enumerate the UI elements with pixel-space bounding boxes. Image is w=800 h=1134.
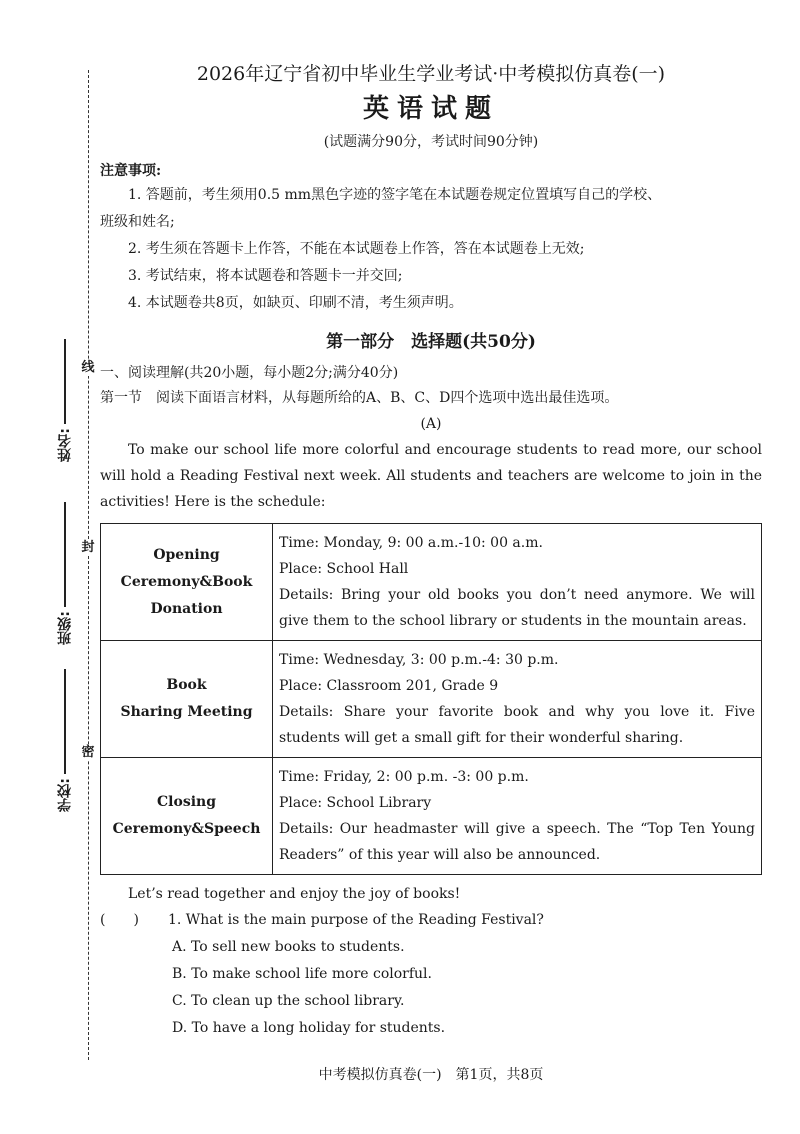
name-label: 姓名: xyxy=(57,428,73,462)
event-name xyxy=(101,524,273,641)
part-title: 第一部分 选择题(共50分) xyxy=(326,332,536,352)
event-name-line: Closing xyxy=(157,794,216,810)
question-1 xyxy=(100,907,762,934)
event-time: Time: Monday, 9: 00 a.m.-10: 00 a.m. xyxy=(279,535,543,551)
exam-page xyxy=(100,60,762,1042)
notice-item: 2. 考生须在答题卡上作答，不能在本试题卷上作答，答在本试题卷上无效; xyxy=(128,241,585,257)
passage-label: (A) xyxy=(420,416,442,432)
binding-mark-mi: 密 xyxy=(81,745,95,760)
event-time: Time: Wednesday, 3: 00 p.m.-4: 30 p.m. xyxy=(279,652,559,668)
answer-blank[interactable]: ( ) xyxy=(100,912,139,928)
class-field[interactable] xyxy=(54,498,76,645)
event-name xyxy=(101,758,273,875)
event-description: Details: Our headmaster will give a speech. The “Top Ten Young Readers” of this year will also be announced. xyxy=(279,821,755,863)
schedule-table xyxy=(100,523,762,875)
notice-item: 1. 答题前，考生须用0.5 mm黑色字迹的签字笔在本试题卷规定位置填写自己的学校、 xyxy=(128,187,662,203)
event-name-line: Book xyxy=(166,677,207,693)
name-field[interactable] xyxy=(54,335,76,462)
option-d: D. To have a long holiday for students. xyxy=(172,1020,446,1036)
event-details xyxy=(273,524,762,641)
event-description: Details: Bring your old books you don’t need anymore. We will give them to the school library or students in the mountain areas. xyxy=(279,587,755,629)
event-name-line: Ceremony&Speech xyxy=(112,821,261,837)
passage-closing: Let’s read together and enjoy the joy of books! xyxy=(128,886,461,902)
school-underline xyxy=(64,669,65,774)
event-time: Time: Friday, 2: 00 p.m. -3: 00 p.m. xyxy=(279,769,529,785)
event-name-line: Donation xyxy=(150,600,223,617)
notice-item: 班级和姓名; xyxy=(100,214,175,230)
schedule-row xyxy=(101,641,762,758)
option-c: C. To clean up the school library. xyxy=(172,993,405,1009)
schedule-row xyxy=(101,524,762,641)
event-details xyxy=(273,758,762,875)
event-name-line: Sharing Meeting xyxy=(120,704,253,720)
passage-intro: To make our school life more colorful and encourage students to read more, our school will hold a Reading Festival next week. All students and teachers are welcome to join in the activities! Here is the schedule: xyxy=(100,442,762,510)
event-details xyxy=(273,641,762,758)
event-place: Place: School Hall xyxy=(279,561,409,577)
event-name-line: Ceremony&Book xyxy=(120,573,253,590)
section-instruction: 第一节 阅读下面语言材料，从每题所给的A、B、C、D四个选项中选出最佳选项。 xyxy=(100,390,619,406)
section-heading: 一、阅读理解(共20小题，每小题2分;满分40分) xyxy=(100,365,399,381)
question-text: 1. What is the main purpose of the Reading Festival? xyxy=(168,912,544,928)
binding-mark-feng: 封 xyxy=(81,540,95,555)
schedule-row xyxy=(101,758,762,875)
notice-item: 3. 考试结束，将本试题卷和答题卡一并交回; xyxy=(128,268,403,284)
notice-item: 4. 本试题卷共8页，如缺页、印刷不清，考生须声明。 xyxy=(128,295,463,311)
school-label: 学校: xyxy=(57,778,73,812)
class-underline xyxy=(64,502,65,607)
name-underline xyxy=(64,339,65,424)
option-b: B. To make school life more colorful. xyxy=(172,966,432,982)
event-description: Details: Share your favorite book and why you love it. Five students will get a small gift for their wonderful sharing. xyxy=(279,704,755,746)
event-place: Place: School Library xyxy=(279,795,432,811)
event-place: Place: Classroom 201, Grade 9 xyxy=(279,678,499,694)
class-label: 班级: xyxy=(57,611,73,645)
subject-title: 英语试题 xyxy=(362,94,499,124)
event-name-line: Opening xyxy=(153,546,220,563)
binding-line xyxy=(88,70,89,1060)
event-name xyxy=(101,641,273,758)
option-a: A. To sell new books to students. xyxy=(172,939,405,955)
notice-heading: 注意事项: xyxy=(100,163,162,179)
exam-info: (试题满分90分，考试时间90分钟) xyxy=(323,134,539,150)
exam-title: 2026年辽宁省初中毕业生学业考试·中考模拟仿真卷(一) xyxy=(196,63,666,85)
school-field[interactable] xyxy=(54,665,76,812)
binding-mark-xian: 线 xyxy=(81,360,95,375)
page-footer: 中考模拟仿真卷(一) 第1页，共8页 xyxy=(318,1067,544,1083)
